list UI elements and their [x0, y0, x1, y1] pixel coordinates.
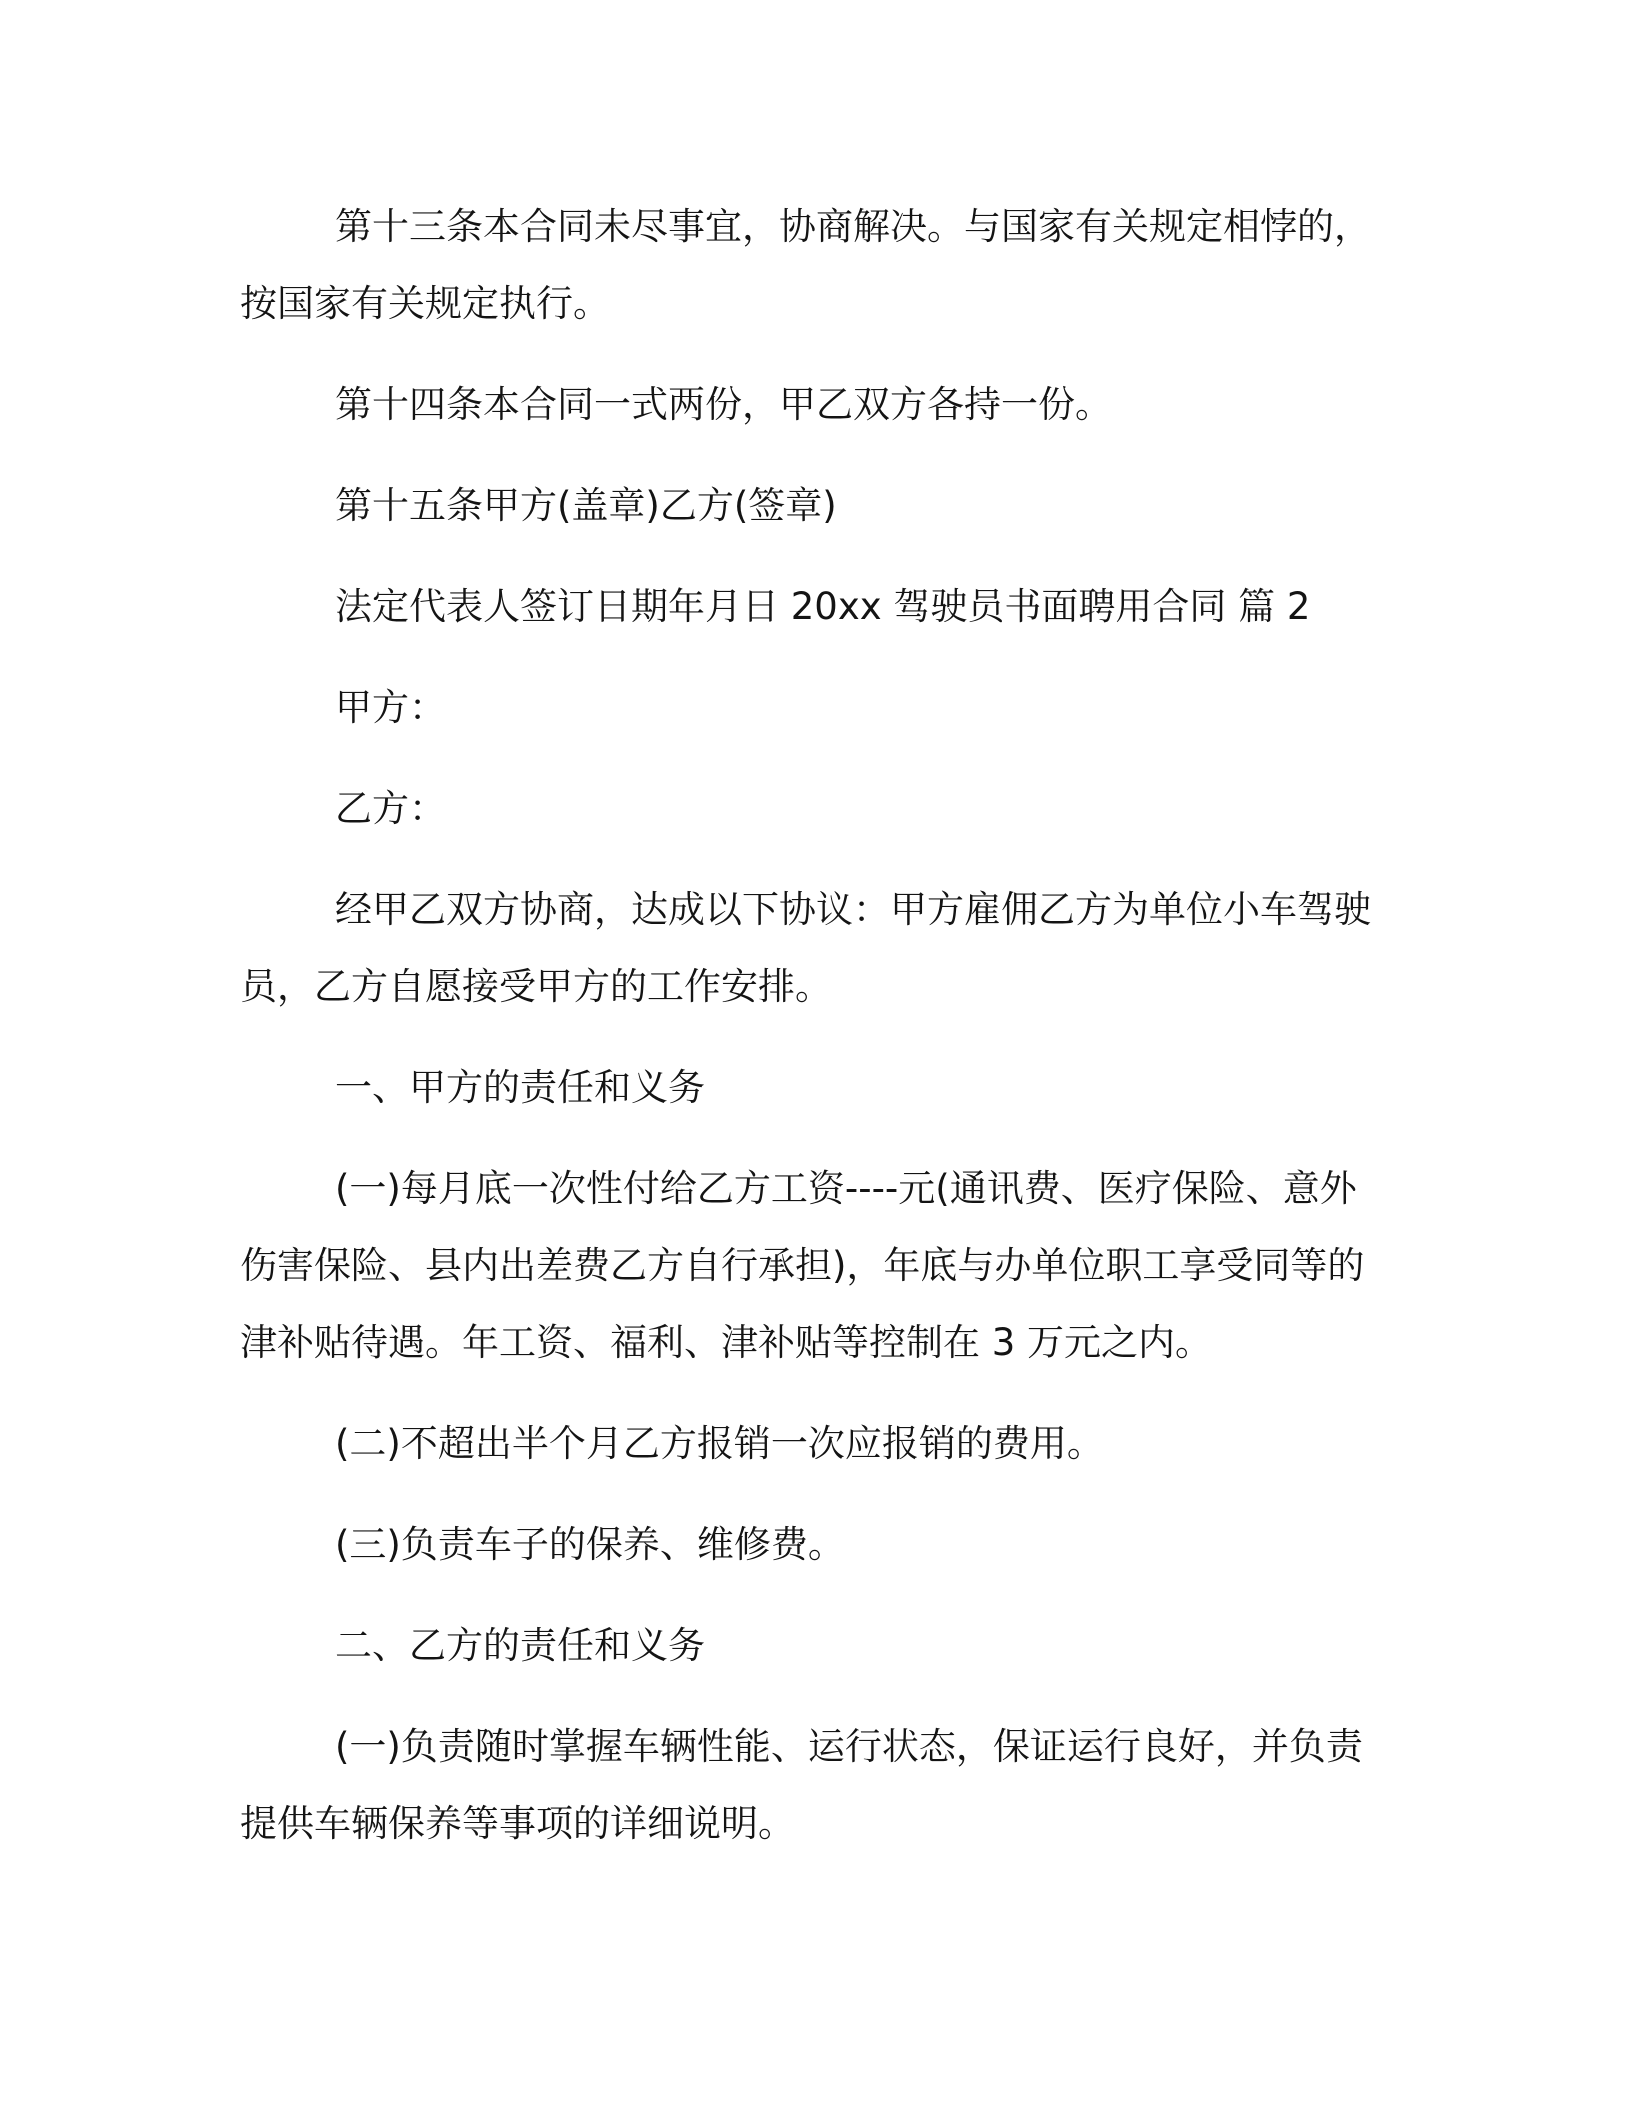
paragraph-signing-and-title: 法定代表人签订日期年月日 20xx 驾驶员书面聘用合同 篇 2 — [335, 585, 1311, 628]
paragraph-party-a: 甲方： — [335, 686, 446, 729]
paragraph-article-13: 第十三条本合同未尽事宜，协商解决。与国家有关规定相悖的，按国家有关规定执行。 — [240, 205, 1371, 325]
section-heading-party-a-duties: 一、甲方的责任和义务 — [335, 1066, 705, 1109]
paragraph-agreement-intro: 经甲乙双方协商，达成以下协议：甲方雇佣乙方为单位小车驾驶员，乙方自愿接受甲方的工作安排。 — [240, 888, 1371, 1008]
paragraph-party-b: 乙方： — [335, 787, 446, 830]
paragraph-article-14: 第十四条本合同一式两份，甲乙双方各持一份。 — [335, 383, 1112, 426]
paragraph-party-a-item-3: (三)负责车子的保养、维修费。 — [335, 1523, 845, 1566]
paragraph-party-a-item-2: (二)不超出半个月乙方报销一次应报销的费用。 — [335, 1422, 1104, 1465]
section-heading-party-b-duties: 二、乙方的责任和义务 — [335, 1624, 705, 1667]
paragraph-party-a-item-1: (一)每月底一次性付给乙方工资----元(通讯费、医疗保险、意外伤害保险、县内出差费乙方自行承担)，年底与办单位职工享受同等的津补贴待遇。年工资、福利、津补贴等控制在 3 万元之内。 — [240, 1167, 1365, 1364]
paragraph-article-15: 第十五条甲方(盖章)乙方(签章) — [335, 484, 837, 527]
document-page — [240, 188, 1380, 1886]
paragraph-party-b-item-1: (一)负责随时掌握车辆性能、运行状态，保证运行良好，并负责提供车辆保养等事项的详细说明。 — [240, 1725, 1363, 1845]
